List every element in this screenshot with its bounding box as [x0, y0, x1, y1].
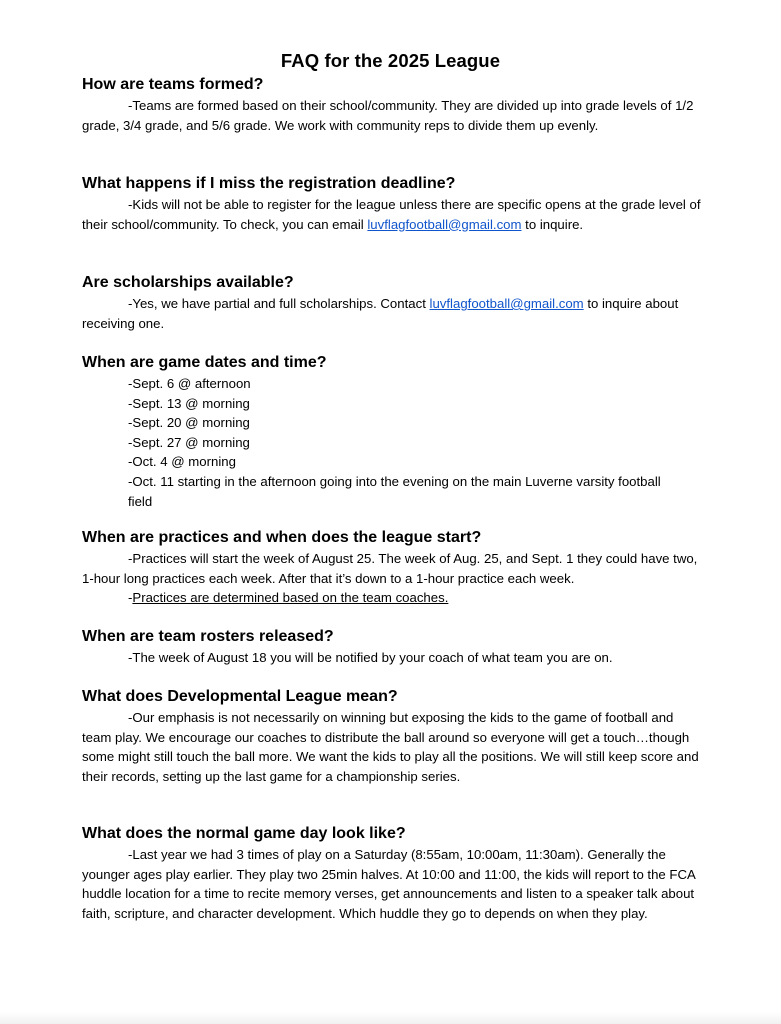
faq-answer	[82, 294, 702, 333]
answer-text: -Yes, we have partial and full scholarships. Contact	[128, 296, 430, 311]
faq-item-rosters	[82, 626, 702, 668]
game-date: -Sept. 6 @ afternoon	[128, 376, 251, 391]
faq-question: What does Developmental League mean?	[82, 688, 398, 705]
faq-answer: -The week of August 18 you will be notified by your coach of what team you are on.	[128, 650, 613, 665]
faq-question: What happens if I miss the registration deadline?	[82, 175, 456, 192]
faq-answer: -Teams are formed based on their school/community. They are divided up into grade levels of 1/2 grade, 3/4 grade, and 5/6 grade. We work with community reps to divide them up evenly.	[82, 98, 694, 133]
faq-question: What does the normal game day look like?	[82, 825, 406, 842]
note-dash: -	[128, 590, 133, 606]
faq-item-developmental	[82, 686, 702, 786]
answer-text: to inquire.	[521, 216, 584, 232]
faq-item-game-day	[82, 823, 702, 923]
game-date: -Oct. 4 @ morning	[128, 454, 236, 470]
faq-answer: -Last year we had 3 times of play on a Saturday (8:55am, 10:00am, 11:30am). Generally the younger ages play earlier. They play two 25min halves. At 10:00 and 11:00, the kids will report to the FCA huddle location for a time to recite memory verses, get announcements and listen to a speaker talk about faith, scripture, and character development. Which huddle they go to depends on when they play.	[82, 847, 696, 921]
underlined-note: Practices are determined based on the team coaches.	[132, 590, 449, 606]
answer-text: -Kids will not be able to register for the league unless there are specific opens at the grade level of their school/community. To check, you can email	[82, 197, 701, 232]
email-link[interactable]: luvflagfootball@gmail.com	[429, 296, 584, 311]
faq-item-teams	[82, 74, 702, 135]
faq-item-game-dates	[82, 352, 702, 511]
faq-question: Are scholarships available?	[82, 274, 294, 291]
faq-item-practices	[82, 527, 702, 608]
faq-question: When are game dates and time?	[82, 354, 327, 371]
faq-item-registration	[82, 173, 702, 234]
faq-answer: -Our emphasis is not necessarily on winning but exposing the kids to the game of football and team play. We encourage our coaches to distribute the ball around so everyone will get a touch…though some might still touch the ball more. We want the kids to play all the positions. We will still keep score and their records, setting up the last game for a championship series.	[82, 710, 699, 784]
faq-answer: -Practices will start the week of August 25. The week of Aug. 25, and Sept. 1 they could have two, 1-hour long practices each week. After that it’s down to a 1-hour practice each week.	[82, 551, 698, 586]
game-date: -Sept. 13 @ morning	[128, 395, 250, 411]
page-title: FAQ for the 2025 League	[280, 50, 501, 71]
answer-text: to inquire about receiving one.	[82, 296, 679, 331]
faq-question: When are practices and when does the league start?	[82, 529, 482, 546]
game-dates-list	[82, 374, 702, 511]
game-date: -Sept. 27 @ morning	[128, 434, 250, 450]
game-date: -Sept. 20 @ morning	[128, 415, 250, 431]
game-date: -Oct. 11 starting in the afternoon going into the evening on the main Luverne varsity football field	[128, 473, 661, 509]
faq-question: How are teams formed?	[82, 76, 264, 93]
faq-note	[82, 588, 702, 608]
faq-question: When are team rosters released?	[82, 628, 334, 645]
faq-item-scholarships	[82, 272, 702, 333]
email-link[interactable]: luvflagfootball@gmail.com	[367, 216, 522, 232]
page-bottom-edge	[0, 1012, 781, 1024]
faq-answer	[82, 195, 702, 234]
